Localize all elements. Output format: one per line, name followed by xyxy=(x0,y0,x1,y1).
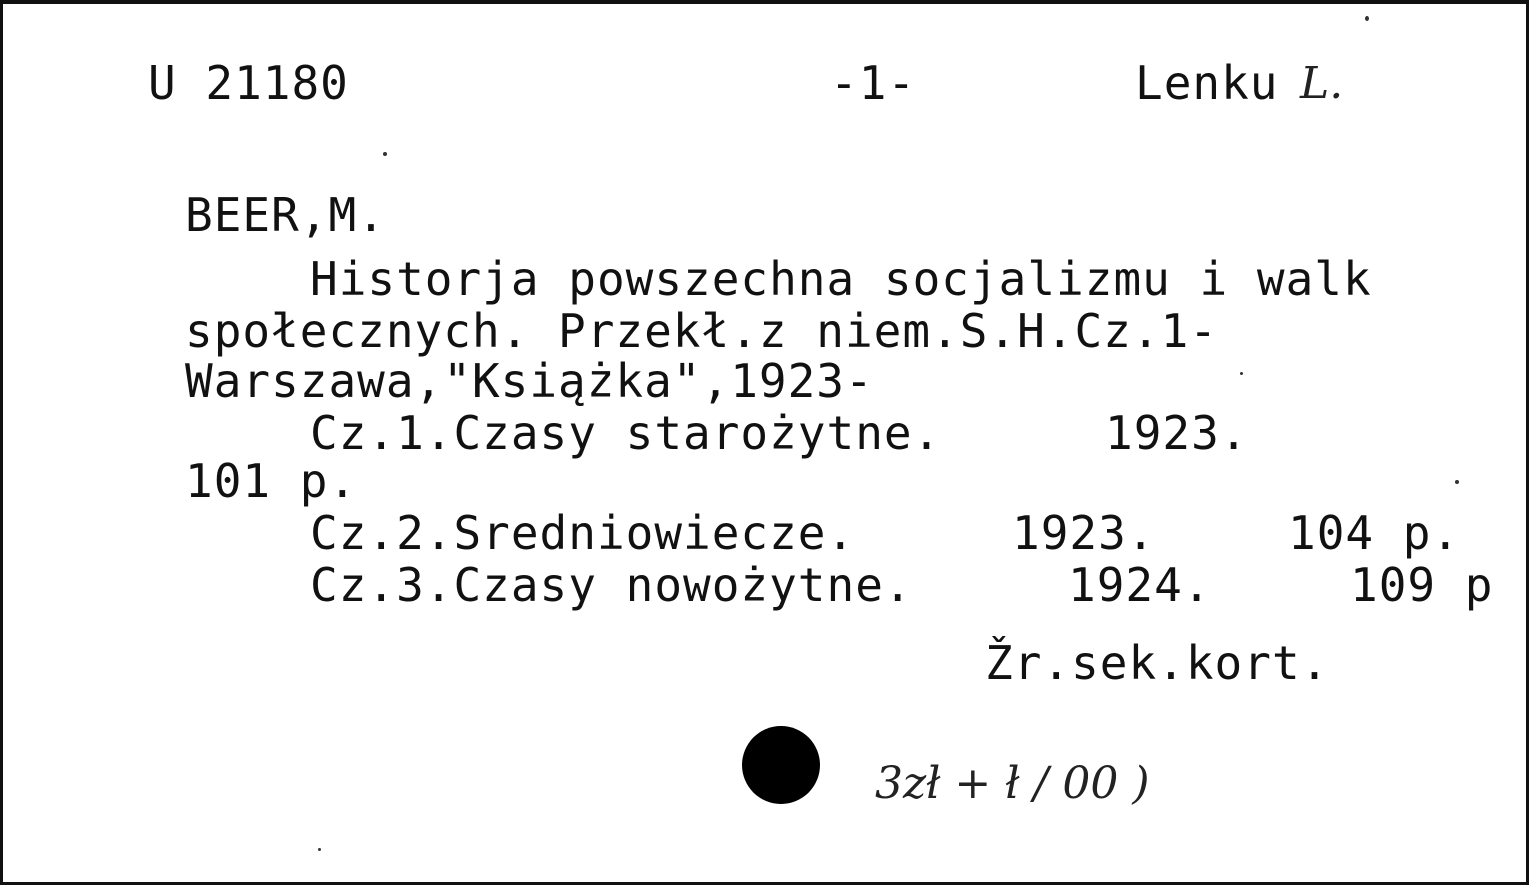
part-2-year: 1923. xyxy=(1012,506,1156,560)
title-line-2: społecznych. Przekł.z niem.S.H.Cz.1- xyxy=(185,304,1218,358)
punch-dot xyxy=(742,726,820,804)
card-border-top xyxy=(0,0,1529,4)
part-1-pages: 101 p. xyxy=(185,454,358,508)
speck xyxy=(318,848,321,851)
part-1-year: 1923. xyxy=(1105,406,1249,460)
sheet-number: -1- xyxy=(830,56,917,110)
speck xyxy=(1240,372,1243,375)
speck xyxy=(1455,480,1459,484)
location-mark: L. xyxy=(1300,58,1344,109)
speck xyxy=(1365,16,1369,21)
handwritten-note: 3zł + ł / 00 ) xyxy=(875,758,1150,809)
part-3-year: 1924. xyxy=(1068,558,1212,612)
call-number: U 21180 xyxy=(148,56,349,110)
source-note: Žr.sek.kort. xyxy=(985,636,1330,690)
part-3-label: Cz.3.Czasy nowożytne. xyxy=(310,558,913,612)
card-border-left xyxy=(0,0,3,885)
author: BEER,M. xyxy=(185,188,386,242)
title-line-1: Historja powszechna socjalizmu i walk xyxy=(310,252,1372,306)
part-2-label: Cz.2.Sredniowiecze. xyxy=(310,506,856,560)
imprint: Warszawa,"Książka",1923- xyxy=(185,354,874,408)
part-2-pages: 104 p. xyxy=(1288,506,1461,560)
speck xyxy=(383,152,387,156)
part-1-label: Cz.1.Czasy starożytne. xyxy=(310,406,942,460)
location: Lenku xyxy=(1135,56,1279,110)
part-3-pages: 109 p xyxy=(1350,558,1494,612)
